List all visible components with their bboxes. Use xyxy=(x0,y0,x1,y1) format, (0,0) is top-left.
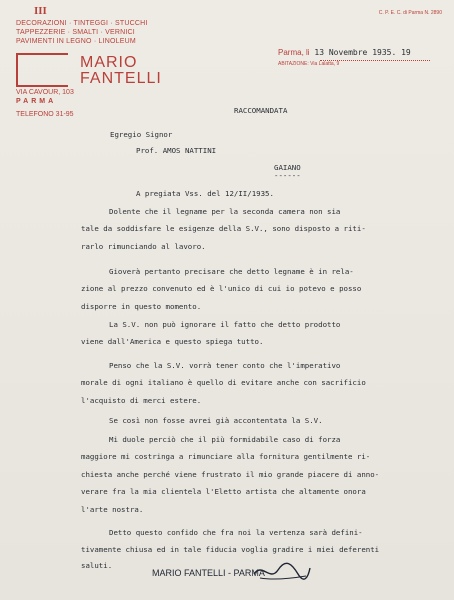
letter-date: 13 Novembre 1935. 19 xyxy=(314,48,411,57)
body-line: tivamente chiusa ed in tale fiducia voglia gradire i miei deferenti xyxy=(81,545,380,554)
body-line: Gioverà pertanto precisare che detto legname è in rela- xyxy=(109,267,354,276)
services-line-2: TAPPEZZERIE · SMALTI · VERNICI xyxy=(16,29,135,36)
body-line: maggiore mi costringa a rimunciare alla fornitura gentilmente ri- xyxy=(81,452,371,461)
signature-stamp xyxy=(152,568,265,578)
body-line: verare fra la mia clientela l'Eletto artista che altamente onora xyxy=(81,487,366,496)
body-line: chiesta anche perché viene frustrato il mio grande piacere di anno- xyxy=(81,470,380,479)
dateline xyxy=(278,48,411,57)
services-line-1: DECORAZIONI · TINTEGGI · STUCCHI xyxy=(16,20,148,27)
services-line-3: PAVIMENTI IN LEGNO · LINOLEUM xyxy=(16,38,136,45)
body-line: l'arte nostra. xyxy=(81,505,144,514)
recipient-name: Prof. AMOS NATTINI xyxy=(136,146,217,155)
company-city: PARMA xyxy=(16,98,57,105)
company-phone: TELEFONO 31-95 xyxy=(16,111,74,118)
residence-label: ABITAZIONE: Via Lalatta, 9 xyxy=(278,61,340,67)
body-line: Detto questo confido che fra noi la vertenza sarà defini- xyxy=(109,528,363,537)
raccomandata-label: RACCOMANDATA xyxy=(234,106,288,115)
body-line: Se così non fosse avrei già accontentata la S.V. xyxy=(109,416,323,425)
body-line: Penso che la S.V. vorrà tener conto che l'imperativo xyxy=(109,361,341,370)
company-name-last: FANTELLI xyxy=(80,70,162,87)
salutation: Egregio Signor xyxy=(110,130,173,139)
company-address: VIA CAVOUR, 103 xyxy=(16,89,74,96)
body-line: viene dall'America e questo spiega tutto. xyxy=(81,337,264,346)
body-line: Dolente che il legname per la seconda camera non sia xyxy=(109,207,341,216)
company-name-first: MARIO xyxy=(80,54,138,71)
body-line: tale da soddisfare le esigenze della S.V., sono disposto a riti- xyxy=(81,224,366,233)
handwritten-signature-icon xyxy=(252,560,312,582)
body-line: l'acquisto di merci estere. xyxy=(81,396,202,405)
body-line: morale di ogni italiano è quello di evitare anche con sacrificio xyxy=(81,378,366,387)
registry-number: C. P. E. C. di Parma N. 2890 xyxy=(378,10,442,16)
body-line: A pregiata Vss. del 12/II/1935. xyxy=(136,189,274,198)
body-line: La S.V. non può ignorare il fatto che detto prodotto xyxy=(109,320,341,329)
place-label: Parma, li xyxy=(278,48,310,57)
body-line: disporre in questo momento. xyxy=(81,302,202,311)
body-line: Mi duole perciò che il più formidabile caso di forza xyxy=(109,435,341,444)
body-line: rarlo rimunciando al lavoro. xyxy=(81,242,206,251)
logo-frame xyxy=(16,53,68,87)
recipient-city: GAIANO xyxy=(274,163,301,172)
roman-numeral-mark: III xyxy=(34,5,47,17)
body-line: saluti. xyxy=(81,561,113,570)
signature-stamp-text: MARIO FANTELLI - PARMA xyxy=(152,568,265,578)
recipient-city-underline: ------ xyxy=(274,171,301,180)
body-line: zione al prezzo convenuto ed è l'unico di cui io potevo e posso xyxy=(81,284,362,293)
